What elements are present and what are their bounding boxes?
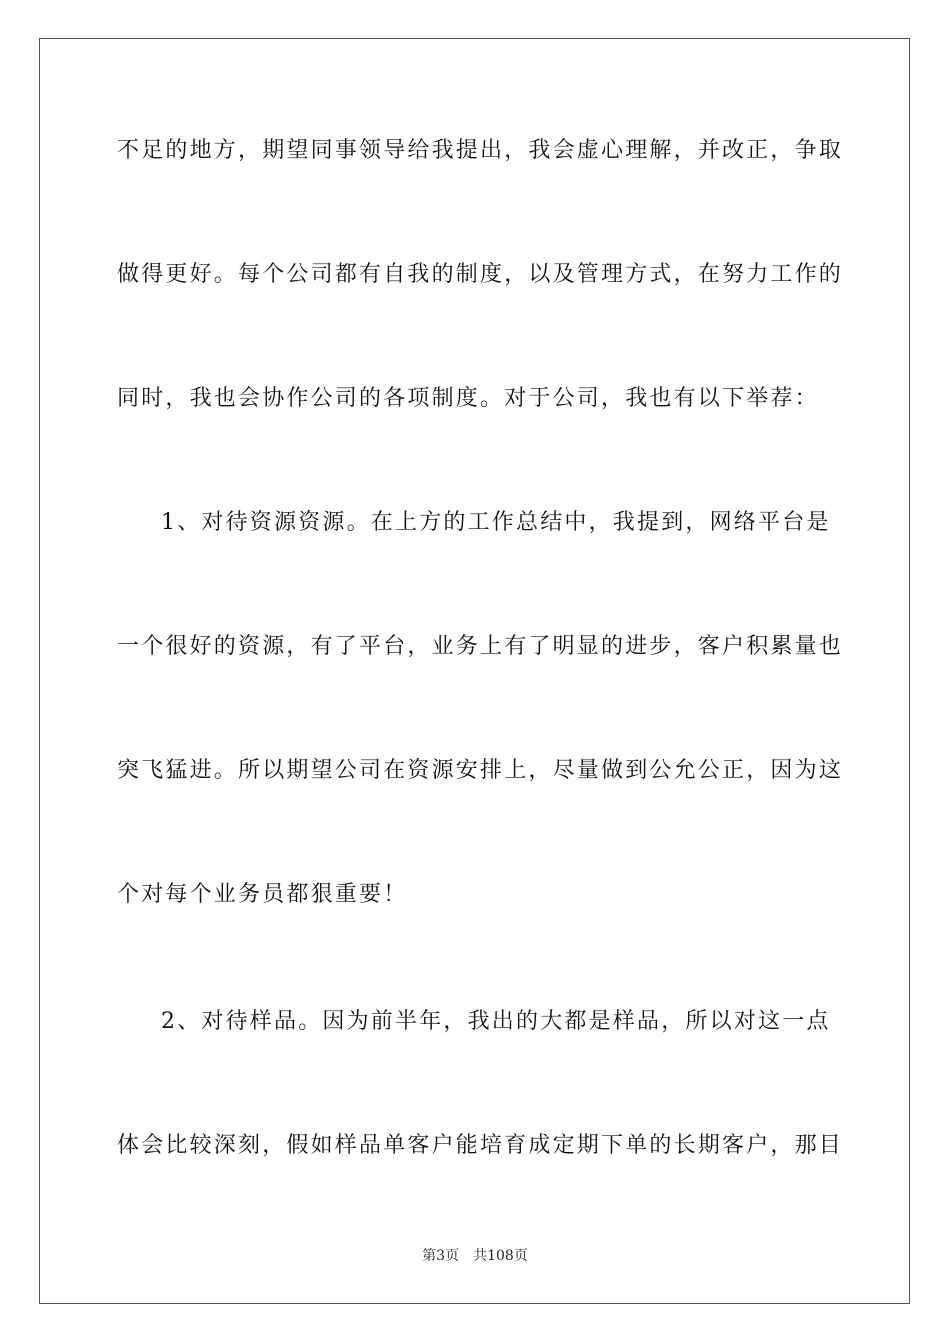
page-border <box>39 38 910 1304</box>
page-footer <box>0 1246 950 1266</box>
page-number: 第3页 <box>422 1248 460 1264</box>
body-text-line: 突飞猛进。所以期望公司在资源安排上，尽量做到公允公正，因为这 <box>117 758 844 783</box>
body-text-line: 个对每个业务员都狠重要！ <box>117 882 408 907</box>
total-pages: 共108页 <box>473 1248 528 1264</box>
body-text-line: 同时，我也会协作公司的各项制度。对于公司，我也有以下举荐： <box>117 386 819 411</box>
paragraph-item-1: 1、对待资源资源。在上方的工作总结中，我提到，网络平台是 <box>161 510 831 535</box>
body-text-line: 做得更好。每个公司都有自我的制度，以及管理方式，在努力工作的 <box>117 262 844 287</box>
body-text-line: 体会比较深刻，假如样品单客户能培育成定期下单的长期客户，那目 <box>117 1133 844 1158</box>
body-text-line: 不足的地方，期望同事领导给我提出，我会虚心理解，并改正，争取 <box>117 138 844 163</box>
body-text-line: 一个很好的资源，有了平台，业务上有了明显的进步，客户积累量也 <box>117 634 844 659</box>
paragraph-item-2: 2、对待样品。因为前半年，我出的大都是样品，所以对这一点 <box>161 1009 831 1034</box>
